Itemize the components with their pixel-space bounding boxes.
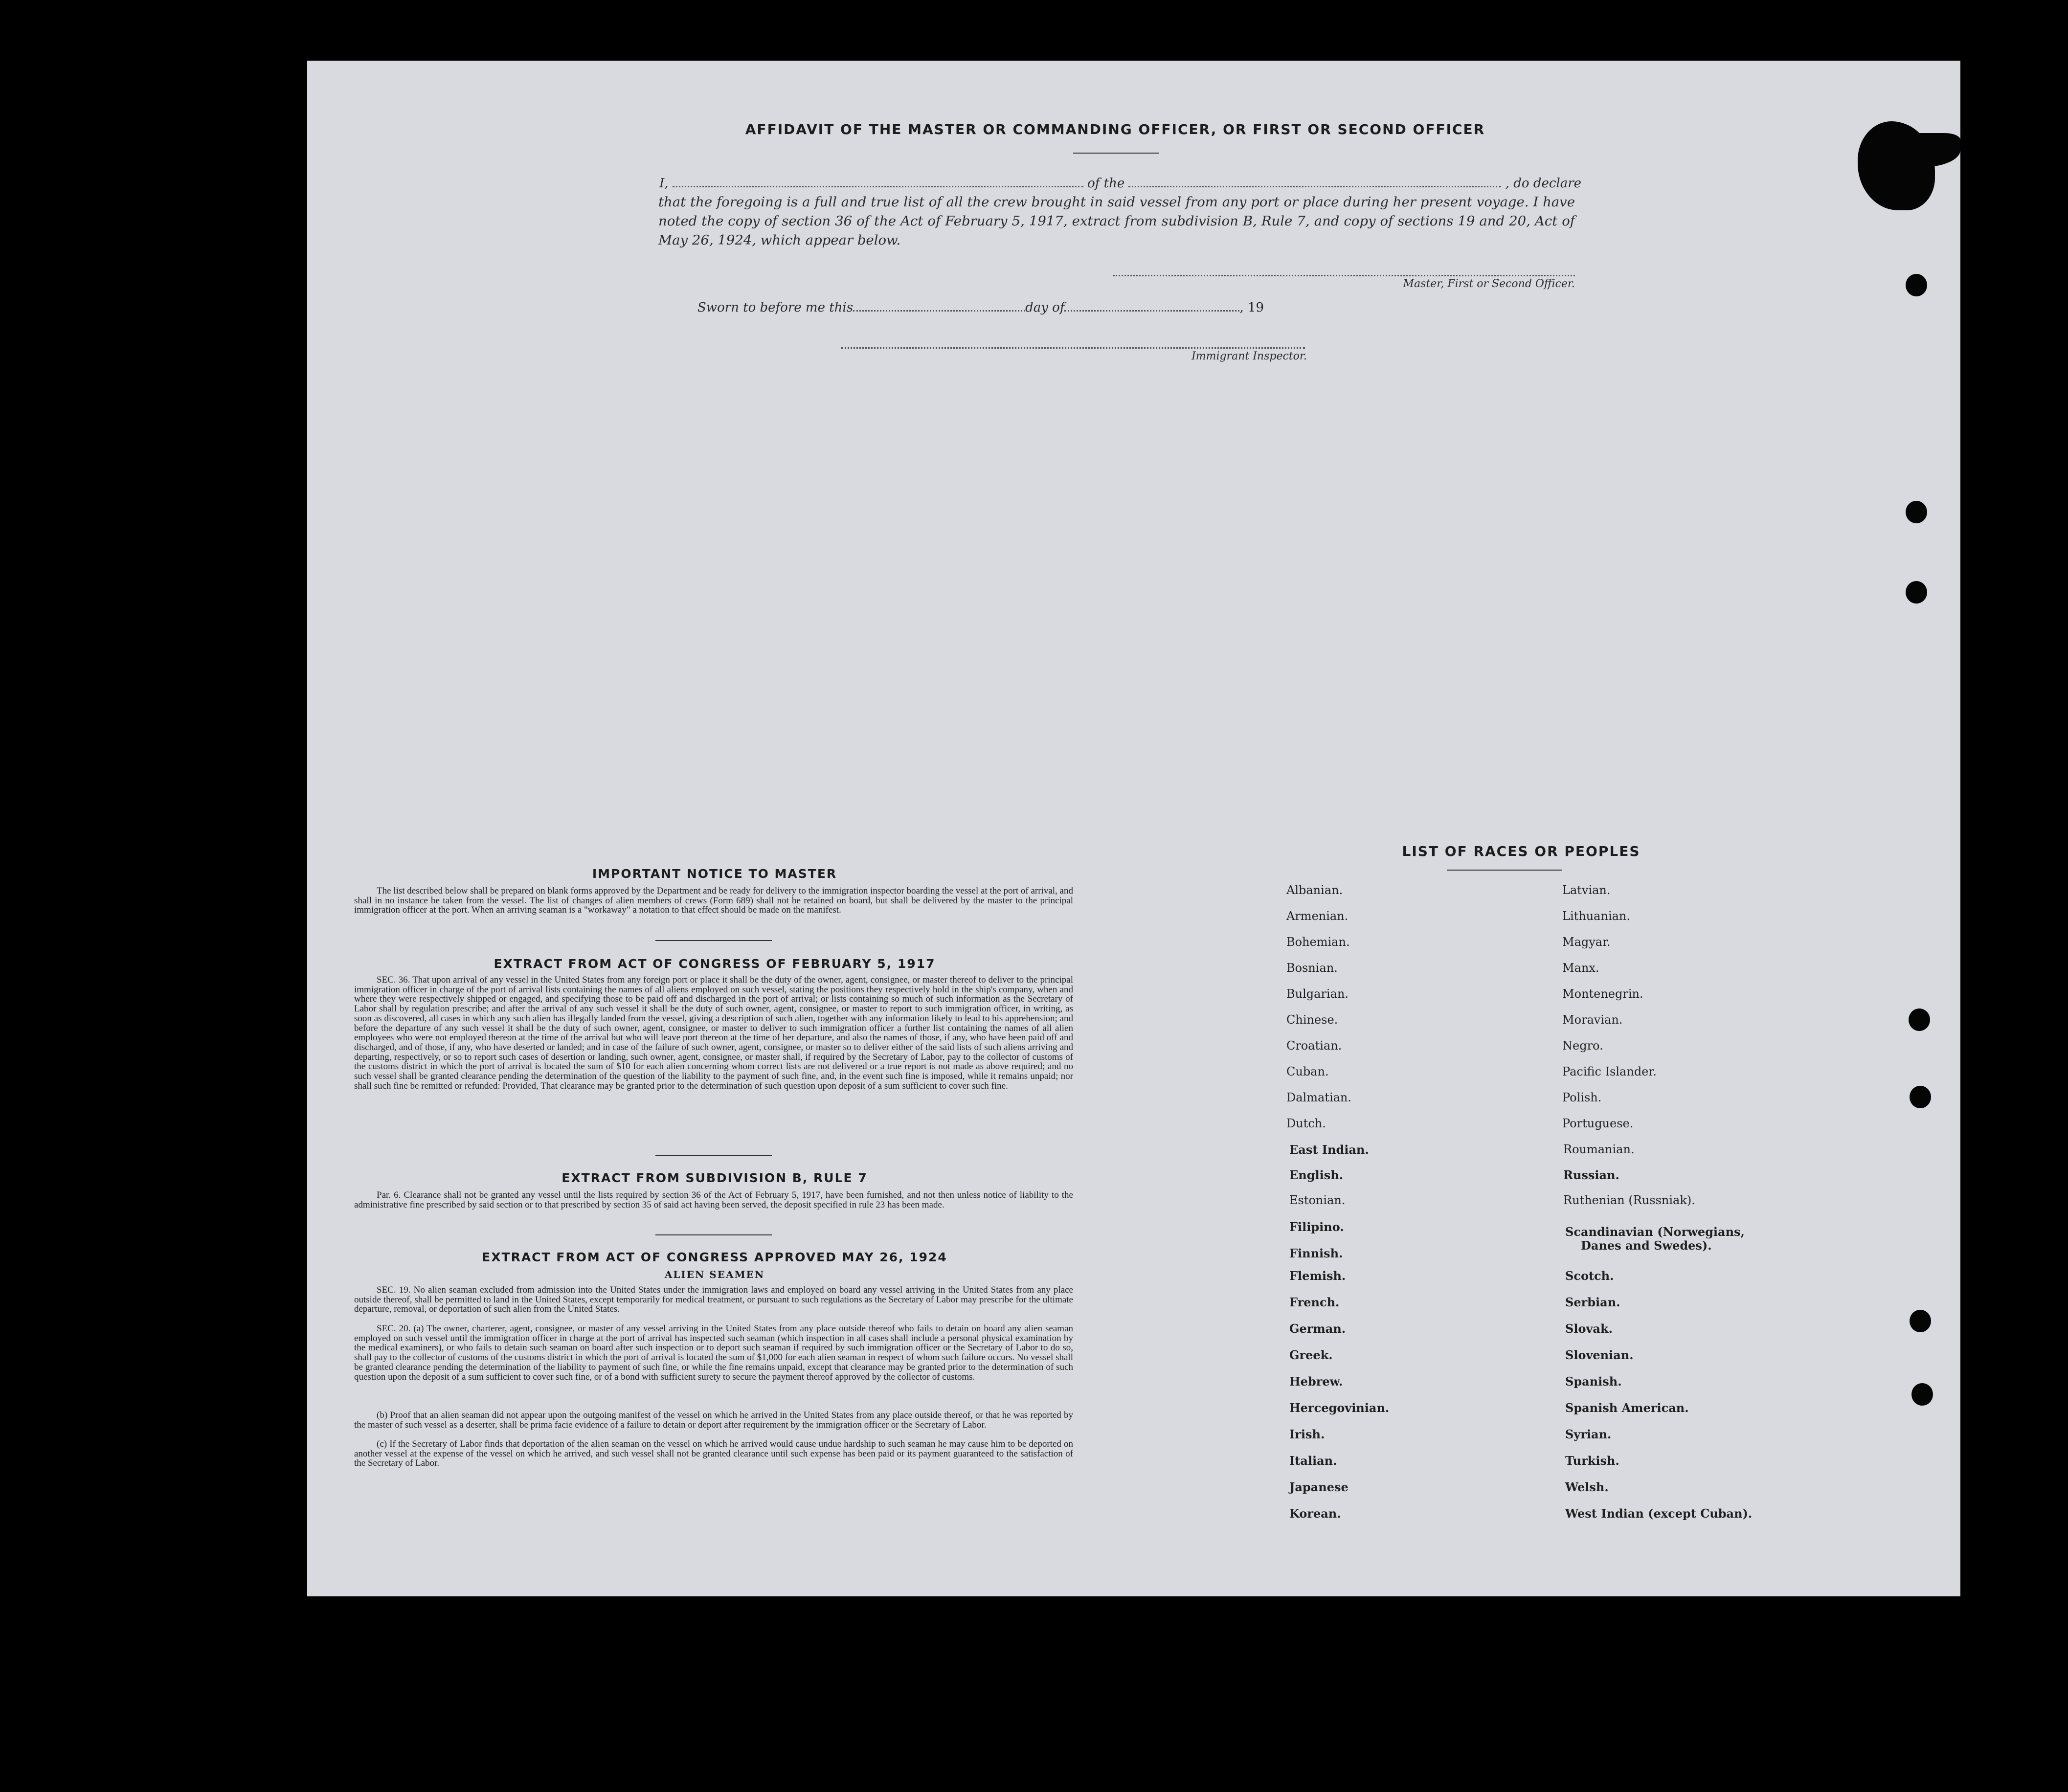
race-item: Croatian. — [1286, 1039, 1342, 1053]
race-item: Syrian. — [1565, 1427, 1612, 1441]
name-blank-field[interactable] — [673, 186, 1083, 187]
race-item: Manx. — [1562, 961, 1599, 975]
master-signature-label: Master, First or Second Officer. — [1403, 278, 1575, 290]
race-item: Italian. — [1289, 1454, 1337, 1468]
race-item: Bohemian. — [1286, 935, 1350, 949]
race-item: Lithuanian. — [1562, 909, 1631, 923]
sworn-month-field[interactable] — [1064, 310, 1239, 312]
race-item: Portuguese. — [1562, 1117, 1634, 1130]
extract-1924-sec19: SEC. 19. No alien seaman excluded from admission into the United States under the immigration laws and employed on board any vessel arriving in the United States from any place outside thereof, shall be permitted to land in the United States, except temporarily for medical treatment, or pursuant to such regulations as the Secretary of Labor may prescribe for the ultimate departure, removal, or deportation of such alien from the United States. — [354, 1285, 1073, 1315]
race-item: Flemish. — [1289, 1269, 1346, 1283]
race-item: Finnish. — [1289, 1246, 1343, 1260]
of-the-label: of the — [1087, 176, 1125, 191]
race-item: East Indian. — [1289, 1142, 1369, 1157]
race-item: Armenian. — [1286, 909, 1349, 923]
day-of-label: day of — [1025, 300, 1065, 315]
race-item: English. — [1289, 1168, 1344, 1182]
extract-1924-subtitle: ALIEN SEAMEN — [664, 1269, 765, 1280]
punch-hole — [1906, 274, 1927, 296]
race-item: Welsh. — [1565, 1480, 1609, 1494]
affidavit-title-rule — [1073, 153, 1159, 154]
affidavit-title: AFFIDAVIT OF THE MASTER OR COMMANDING OFFICER, OR FIRST OR SECOND OFFICER — [745, 121, 1485, 137]
inspector-signature-field[interactable] — [841, 347, 1305, 349]
races-title-rule — [1447, 870, 1562, 871]
race-item: Dutch. — [1286, 1117, 1326, 1130]
extract-1924-title: EXTRACT FROM ACT OF CONGRESS APPROVED MAY 26, 1924 — [482, 1250, 947, 1264]
inspector-signature-label: Immigrant Inspector. — [1191, 350, 1307, 362]
punch-hole — [1911, 1383, 1933, 1406]
race-item: Bosnian. — [1286, 961, 1338, 975]
race-item: Serbian. — [1565, 1295, 1620, 1309]
race-item: Korean. — [1289, 1506, 1341, 1521]
i-label: I, — [659, 176, 669, 191]
race-item: Albanian. — [1286, 883, 1343, 897]
race-item: Hebrew. — [1289, 1374, 1343, 1389]
punch-hole — [1910, 1310, 1931, 1332]
notice-rule — [655, 940, 772, 941]
extract-1917-rule — [655, 1155, 772, 1156]
year-label: , 19 — [1239, 300, 1264, 315]
extract-rule7-body: Par. 6. Clearance shall not be granted any vessel until the lists required by section 36 of the Act of February 5, 1917, have been furnished, and not then unless notice of liability to the administrative fine prescribed by said section or to that prescribed by section 35 of said act having been served, the deposit specified in rule 23 has been made. — [354, 1190, 1073, 1210]
punch-hole — [1910, 1086, 1931, 1108]
punch-hole — [1906, 581, 1927, 604]
race-item: Polish. — [1562, 1091, 1602, 1104]
race-item: Ruthenian (Russniak). — [1563, 1193, 1695, 1207]
race-item: Magyar. — [1562, 935, 1611, 949]
race-item: Spanish American. — [1565, 1401, 1689, 1415]
race-item: Greek. — [1289, 1348, 1333, 1362]
race-item: Dalmatian. — [1286, 1091, 1352, 1104]
race-item: Danes and Swedes). — [1581, 1238, 1712, 1253]
do-declare-label: , do declare — [1505, 176, 1582, 191]
race-item: Slovenian. — [1565, 1348, 1634, 1362]
race-item: Scandinavian (Norwegians, — [1565, 1225, 1745, 1239]
race-item: Irish. — [1289, 1427, 1325, 1441]
race-item: Montenegrin. — [1562, 987, 1643, 1001]
race-item: Slovak. — [1565, 1322, 1613, 1336]
notice-title: IMPORTANT NOTICE TO MASTER — [592, 867, 837, 881]
extract-1924-sec20c: (c) If the Secretary of Labor finds that deportation of the alien seaman on the vessel on which he arrived would cause undue hardship to such seaman he may cause him to be deported on another vessel at the expense of the vessel on which he arrived, and such vessel shall not be granted clearance until such expense has been paid or its payment guaranteed to the satisfaction of the Secretary of Labor. — [354, 1439, 1073, 1469]
race-item: French. — [1289, 1295, 1340, 1309]
master-signature-field[interactable] — [1113, 275, 1575, 276]
race-item: West Indian (except Cuban). — [1565, 1506, 1753, 1521]
race-item: Negro. — [1562, 1039, 1603, 1053]
race-item: Japanese — [1289, 1480, 1349, 1494]
race-item: Chinese. — [1286, 1013, 1338, 1027]
race-item: Moravian. — [1562, 1013, 1623, 1027]
race-item: Pacific Islander. — [1562, 1065, 1657, 1078]
races-title: LIST OF RACES OR PEOPLES — [1402, 843, 1641, 859]
race-item: Latvian. — [1562, 883, 1611, 897]
race-item: Cuban. — [1286, 1065, 1329, 1078]
affidavit-body: that the foregoing is a full and true list of all the crew brought in said vessel from any port or place during her present voyage. I have noted the copy of section 36 of the Act of February 5, 1917, extract from subdivision B, Rule 7, and copy of sections 19 and 20, Act of May 26, 1924, which appear below. — [658, 194, 1575, 248]
race-item: Bulgarian. — [1286, 987, 1349, 1001]
extract-1924-sec20b: (b) Proof that an alien seaman did not appear upon the outgoing manifest of the vessel on which he arrived in the United States from any place outside thereof, or that he was reported by the master of such vessel as a deserter, shall be prima facie evidence of a failure to detain or deport after requirement by the immigration officer or the Secretary of Labor. — [354, 1410, 1073, 1430]
extract-rule7-rule — [655, 1234, 772, 1235]
ink-blot-damage-tail — [1882, 133, 1960, 167]
notice-body: The list described below shall be prepared on blank forms approved by the Department and be ready for delivery to the immigration inspector boarding the vessel at the port of arrival, and shall in no instance be taken from the vessel. The list of changes of alien members of crews (Form 689) shall not be retained on board, but shall be delivered by the master to the principal immigration officer at the port. When an arriving seaman is a "workaway" a notation to that effect should be made on the manifest. — [354, 886, 1073, 916]
vessel-blank-field[interactable] — [1128, 186, 1501, 187]
race-item: Turkish. — [1565, 1454, 1619, 1468]
race-item: Hercegovinian. — [1289, 1401, 1390, 1415]
extract-1917-body: SEC. 36. That upon arrival of any vessel in the United States from any foreign port or place it shall be the duty of the owner, agent, consignee, or master thereof to deliver to the principal immigration officer in charge of the port of arrival lists containing the names of all aliens employed on such vessel, stating the positions they respectively hold in the ship's company, when and where they were respectively shipped or engaged, and specifying those to be paid off and discharged in the port of arrival; or lists containing so much of such information as the Secretary of Labor shall by regulation prescribe; and after the arrival of any such vessel it shall be the duty of such owner, agent, consignee, or master to report to such immigration officer, in writing, as soon as discovered, all cases in which any such alien has illegally landed from the vessel, giving a description of such alien, together with any information likely to lead to his apprehension; and before the departure of any such vessel it shall be the duty of such owner, agent, consignee, or master to deliver to such immigration officer a further list containing the names of all alien employees who were not employed thereon at the time of the arrival but who will leave port thereon at the time of her departure, and also the names of those, if any, who have been paid off and discharged, and of those, if any, who have deserted or landed; and in case of the failure of such owner, agent, consignee, or master so to deliver either of the said lists of such aliens arriving and departing, respectively, or so to report such cases of desertion or landing, such owner, agent, consignee, or master shall, if required by the Secretary of Labor, pay to the collector of customs of the customs district in which the port of arrival is located the sum of $10 for each alien concerning whom correct lists are not delivered or a true report is not made as above required; and no such vessel shall be granted clearance pending the determination of the question of the liability to the payment of such fine, and, in the event such fine is imposed, while it remains unpaid; nor shall such fine be remitted or refunded: Provided, That clearance may be granted prior to the determination of such question upon deposit of a sum sufficient to cover such fine. — [354, 975, 1073, 1091]
sworn-day-field[interactable] — [853, 310, 1025, 312]
extract-rule7-title: EXTRACT FROM SUBDIVISION B, RULE 7 — [562, 1171, 868, 1185]
extract-1917-title: EXTRACT FROM ACT OF CONGRESS OF FEBRUARY 5, 1917 — [494, 957, 936, 971]
race-item: Spanish. — [1565, 1374, 1622, 1389]
race-item: Filipino. — [1289, 1220, 1344, 1234]
race-item: Scotch. — [1565, 1269, 1614, 1283]
race-item: Estonian. — [1289, 1193, 1346, 1207]
extract-1924-sec20a: SEC. 20. (a) The owner, charterer, agent, consignee, or master of any vessel arriving in the United States from any place outside thereof who fails to detain on board any alien seaman employed on such vessel until the immigration officer in charge at the port of arrival has inspected such seaman (which inspection in all cases shall include a personal physical examination by the medical examiners), or who fails to detain such seaman on board after such inspection or to deport such seaman if required by such immigration officer or the Secretary of Labor to do so, shall pay to the collector of customs of the customs district in which the port of arrival is located the sum of $1,000 for each alien seaman in respect of whom such failure occurs. No vessel shall be granted clearance pending the determination of the liability to payment of such fine, or while the fine remains unpaid, except that clearance may be granted prior to the determination of such question upon the deposit of a sum sufficient to cover such fine, or of a bond with sufficient surety to secure the payment thereof approved by the collector of customs. — [354, 1323, 1073, 1382]
race-item: Roumanian. — [1563, 1142, 1635, 1156]
race-item: German. — [1289, 1322, 1346, 1336]
sworn-line — [697, 300, 1264, 315]
affidavit-declaration-line — [659, 176, 1581, 191]
sworn-label: Sworn to before me this — [697, 300, 854, 315]
race-item: Russian. — [1563, 1168, 1619, 1182]
punch-hole — [1906, 501, 1927, 523]
punch-hole — [1909, 1008, 1930, 1031]
